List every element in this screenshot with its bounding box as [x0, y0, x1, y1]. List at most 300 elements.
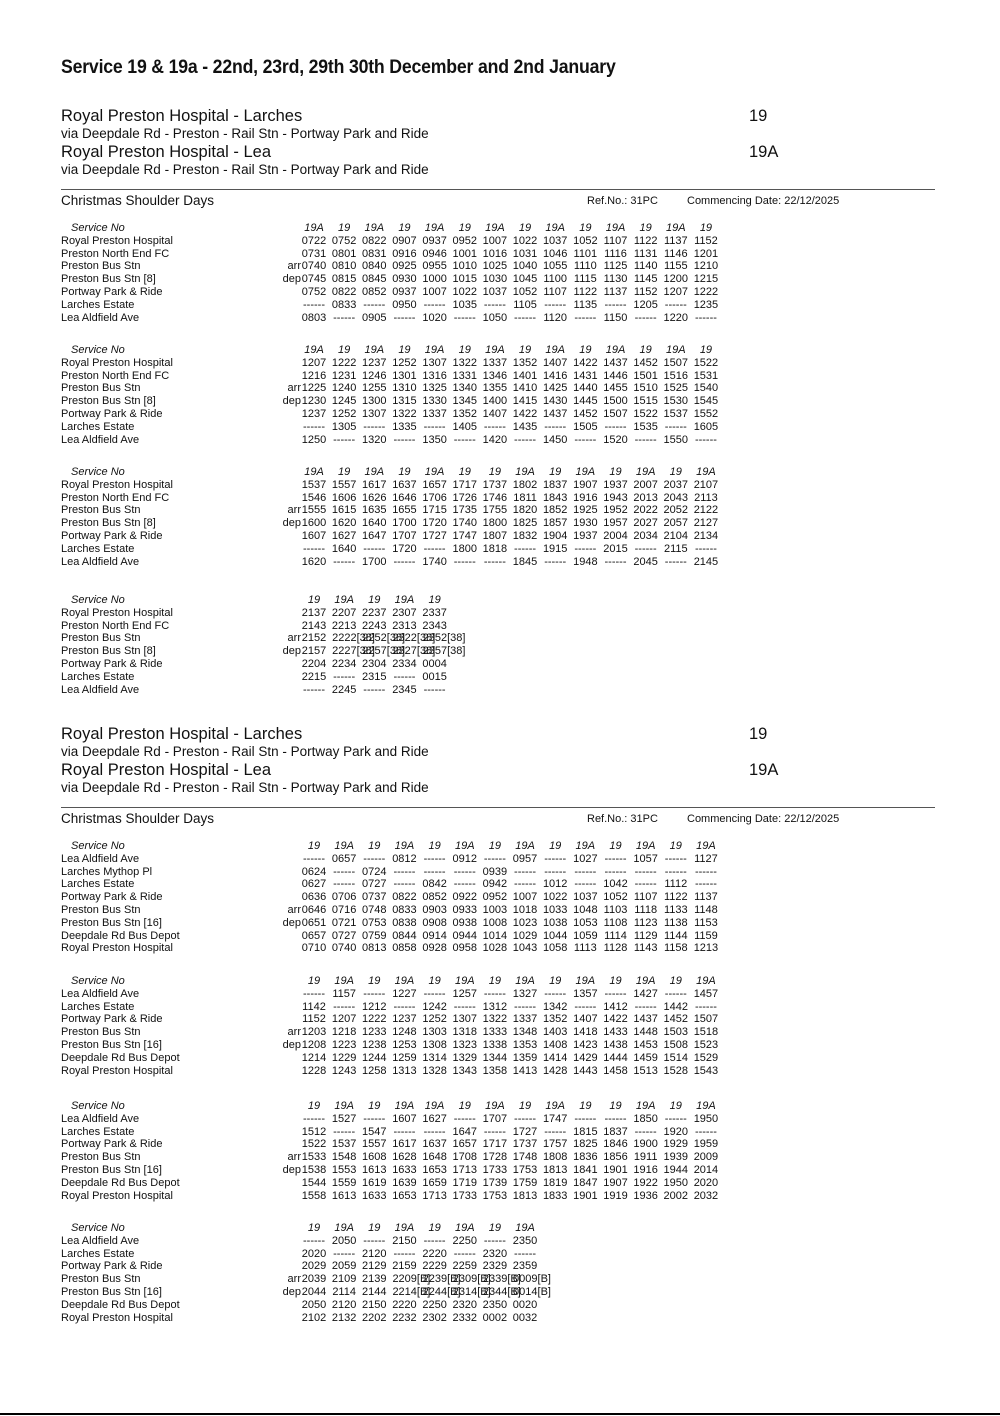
- time-cell: ------: [544, 420, 567, 433]
- service-number-cell: 19: [458, 222, 471, 234]
- time-cell: 1007: [482, 234, 508, 247]
- time-cell: 1122: [663, 891, 688, 904]
- time-cell: 1733: [482, 1163, 508, 1176]
- time-cell: 1522: [301, 1138, 327, 1151]
- service-number-cell: 19A: [394, 594, 415, 606]
- time-cell: 1512: [301, 1125, 327, 1138]
- time-cell: 1920: [663, 1125, 689, 1138]
- time-cell: 0928: [422, 942, 447, 955]
- stop-name: Larches Estate: [61, 420, 135, 433]
- time-cell: 2229: [422, 1260, 447, 1273]
- time-cell: 1440: [573, 382, 598, 395]
- time-cell: 1329: [452, 1051, 477, 1064]
- service-number-cell: 19A: [635, 1100, 656, 1112]
- time-cell: 1607: [301, 529, 327, 542]
- time-cell: 0745: [301, 273, 327, 286]
- service-number-cell: 19A: [635, 975, 656, 987]
- table-row: [61, 878, 941, 891]
- time-cell: 1250: [301, 433, 327, 446]
- time-cell: 2207: [331, 606, 357, 619]
- time-cell: 1500: [603, 395, 628, 408]
- time-cell: 2350: [482, 1298, 508, 1311]
- time-cell: 2139: [362, 1273, 387, 1286]
- service-number-cell: 19A: [605, 222, 626, 234]
- time-cell: 1040: [512, 260, 538, 273]
- time-cell: 1038: [542, 916, 568, 929]
- time-cell: 1943: [603, 491, 628, 504]
- table-row: [61, 1248, 941, 1261]
- table-row: [61, 645, 941, 658]
- time-cell: 2302: [422, 1311, 447, 1324]
- time-cell: 2234: [331, 657, 357, 670]
- time-cell: 1637: [422, 1138, 447, 1151]
- time-cell: 1628: [392, 1151, 417, 1164]
- time-cell: 2127: [693, 517, 719, 530]
- time-cell: 1400: [482, 395, 508, 408]
- time-cell: 2150: [362, 1298, 387, 1311]
- time-cell: 2237: [362, 606, 387, 619]
- time-cell: 1035: [452, 298, 477, 311]
- service-number-cell: 19: [639, 344, 652, 356]
- route-header-inbound: [61, 725, 935, 797]
- time-cell: ------: [634, 433, 657, 446]
- time-cell: 1707: [392, 529, 417, 542]
- time-cell: 1425: [542, 382, 568, 395]
- table-row: [61, 1164, 941, 1177]
- time-cell: ------: [694, 878, 717, 891]
- time-cell: 1739: [482, 1176, 508, 1189]
- time-cell: 0759: [362, 929, 387, 942]
- time-cell: 1137: [603, 285, 628, 298]
- time-cell: 1122: [633, 234, 658, 247]
- time-cell: 1811: [513, 491, 537, 504]
- time-cell: 0822: [331, 285, 357, 298]
- time-cell: 1044: [542, 929, 568, 942]
- departure-marker: dep: [282, 645, 301, 658]
- time-cell: 1713: [452, 1163, 477, 1176]
- service-number-cell: 19: [488, 975, 502, 987]
- table-row: [61, 479, 941, 492]
- time-cell: 0852: [422, 891, 447, 904]
- time-cell: 1627: [331, 529, 357, 542]
- service-number-cell: 19A: [424, 222, 445, 234]
- time-cell: ------: [303, 987, 325, 1000]
- time-cell: 1919: [603, 1189, 628, 1202]
- time-cell: 1720: [422, 517, 447, 530]
- time-cell: 0937: [392, 285, 417, 298]
- service-number-cell: 19: [398, 466, 411, 478]
- time-cell: ------: [303, 298, 325, 311]
- time-cell: 1344: [482, 1051, 508, 1064]
- time-cell: 1841: [573, 1163, 598, 1176]
- time-cell: 1112: [664, 878, 688, 891]
- arrival-marker: arr: [287, 382, 301, 395]
- time-cell: 1537: [301, 478, 327, 491]
- stop-name: Larches Estate: [61, 1247, 135, 1260]
- time-cell: 0740: [331, 942, 357, 955]
- service-no-label: Service No: [71, 222, 125, 234]
- time-cell: 2220: [392, 1298, 417, 1311]
- time-cell: 1907: [573, 478, 598, 491]
- time-cell: 1533: [301, 1151, 327, 1164]
- time-cell: ------: [514, 1000, 537, 1013]
- time-cell: ------: [333, 865, 356, 878]
- time-cell: 1640: [362, 517, 387, 530]
- service-number-cell: 19: [518, 344, 532, 356]
- time-cell: 1233: [362, 1026, 387, 1039]
- time-cell: 0710: [301, 942, 327, 955]
- time-cell: 1407: [542, 356, 568, 369]
- time-cell: 1820: [512, 504, 538, 517]
- service-number-cell: 19: [368, 975, 381, 987]
- time-cell: 1407: [482, 407, 508, 420]
- stop-name: Deepdale Rd Bus Depot: [61, 929, 180, 942]
- time-cell: 2243: [362, 619, 387, 632]
- time-cell: 0815: [331, 273, 357, 286]
- time-cell: 1948: [573, 555, 598, 568]
- stop-name: Portway Park & Ride: [61, 407, 163, 420]
- time-cell: ------: [604, 1112, 627, 1125]
- time-cell: 1423: [573, 1038, 598, 1051]
- arrival-marker: arr: [287, 903, 301, 916]
- time-cell: 1510: [633, 382, 658, 395]
- stop-name: Deepdale Rd Bus Depot: [61, 1051, 180, 1064]
- time-cell: 0803: [301, 311, 327, 324]
- service-number-cell: 19: [549, 466, 562, 478]
- time-cell: 1353: [512, 1038, 538, 1051]
- time-cell: 1114: [604, 929, 627, 942]
- time-cell: 2320: [482, 1247, 508, 1260]
- route-via: via Deepdale Rd - Preston - Rail Stn - Portway Park and Ride: [61, 744, 429, 759]
- time-cell: 1201: [693, 247, 719, 260]
- table-row: [61, 891, 941, 904]
- time-cell: 0724: [362, 865, 387, 878]
- service-number-cell: 19: [338, 222, 351, 234]
- time-cell: 1042: [603, 878, 628, 891]
- time-cell: ------: [333, 433, 356, 446]
- stop-name: Portway Park & Ride: [61, 1013, 163, 1026]
- time-cell: 1530: [663, 395, 689, 408]
- timetable-subheader: [61, 811, 935, 827]
- time-cell: 1348: [512, 1026, 538, 1039]
- time-cell: ------: [363, 420, 386, 433]
- time-cell: 1557: [362, 1138, 387, 1151]
- time-cell: 0651: [301, 916, 327, 929]
- stop-name: Preston Bus Stn [16]: [61, 1163, 162, 1176]
- time-cell: 1230: [301, 395, 327, 408]
- time-cell: 1214: [301, 1051, 327, 1064]
- time-cell: 1145: [633, 273, 658, 286]
- time-cell: 1527: [331, 1112, 357, 1125]
- time-cell: 1205: [633, 298, 658, 311]
- service-number-cell: 19A: [666, 344, 686, 356]
- time-cell: 1715: [422, 504, 447, 517]
- time-cell: 1552: [693, 407, 719, 420]
- time-cell: 1813: [542, 1163, 568, 1176]
- time-cell: 2015: [603, 542, 628, 555]
- time-cell: 2244[B]: [422, 1285, 461, 1298]
- time-cell: ------: [664, 555, 687, 568]
- time-cell: 1020: [422, 311, 447, 324]
- service-number-cell: 19A: [696, 840, 716, 852]
- service-number-cell: 19A: [696, 466, 716, 478]
- time-cell: 1310: [392, 382, 417, 395]
- table-row: [61, 1177, 941, 1190]
- time-cell: 1328: [422, 1064, 447, 1077]
- days-label: Christmas Shoulder Days: [61, 193, 215, 208]
- stop-name: Lea Aldfield Ave: [61, 433, 140, 446]
- time-cell: 2334: [392, 657, 417, 670]
- time-cell: ------: [514, 865, 537, 878]
- time-cell: 1152: [694, 234, 718, 247]
- service-number-cell: 19A: [605, 344, 626, 356]
- time-cell: 1312: [482, 1000, 508, 1013]
- time-cell: 0813: [362, 942, 387, 955]
- stop-name: Preston Bus Stn: [61, 1151, 141, 1164]
- time-cell: 1352: [542, 1013, 568, 1026]
- time-cell: 1915: [542, 542, 568, 555]
- time-cell: ------: [574, 433, 597, 446]
- stop-name: Preston North End FC: [61, 369, 170, 382]
- page-title: Service 19 & 19a - 22nd, 23rd, 29th 30th December and 2nd January: [61, 57, 616, 78]
- service-number-cell: 19A: [304, 222, 324, 234]
- time-cell: 1110: [573, 260, 597, 273]
- table-row: [61, 299, 941, 312]
- time-cell: 1900: [633, 1138, 658, 1151]
- time-cell: 2039: [301, 1273, 327, 1286]
- service-number-cell: 19A: [575, 466, 596, 478]
- time-cell: 2132: [331, 1311, 357, 1324]
- time-cell: ------: [514, 878, 537, 891]
- time-cell: 2027: [633, 517, 658, 530]
- service-number-cell: 19A: [666, 222, 686, 234]
- time-cell: 1253: [392, 1038, 417, 1051]
- time-cell: ------: [333, 670, 356, 683]
- table-row: [61, 357, 941, 370]
- departure-marker: dep: [282, 395, 301, 408]
- table-row: [61, 408, 941, 421]
- time-cell: ------: [634, 1000, 657, 1013]
- service-number-cell: 19A: [364, 222, 385, 234]
- table-row: [61, 1260, 941, 1273]
- table-row: [61, 1113, 941, 1126]
- time-cell: ------: [544, 1125, 567, 1138]
- time-cell: 1140: [633, 260, 658, 273]
- time-cell: 1215: [693, 273, 719, 286]
- table-row: [61, 942, 941, 955]
- time-cell: 1516: [663, 369, 689, 382]
- stop-name: Lea Aldfield Ave: [61, 555, 140, 568]
- service-number-cell: 19: [699, 344, 713, 356]
- timetable-block: [61, 222, 941, 324]
- table-row: [61, 517, 941, 530]
- time-cell: ------: [604, 852, 627, 865]
- table-row: [61, 1026, 941, 1039]
- time-cell: 1800: [452, 542, 477, 555]
- time-cell: ------: [574, 311, 597, 324]
- time-cell: 1528: [663, 1064, 689, 1077]
- time-cell: 1617: [392, 1138, 417, 1151]
- time-cell: 1907: [603, 1176, 628, 1189]
- time-cell: ------: [694, 542, 717, 555]
- time-cell: 1012: [542, 878, 568, 891]
- time-cell: ------: [694, 1000, 717, 1013]
- time-cell: 2137: [301, 606, 327, 619]
- commencing-date: Commencing Date: 22/12/2025: [687, 195, 840, 207]
- time-cell: 1615: [331, 504, 357, 517]
- time-cell: 0009[B]: [513, 1273, 551, 1286]
- time-cell: 2350: [512, 1234, 538, 1247]
- time-cell: 2107: [693, 478, 719, 491]
- time-cell: ------: [574, 1000, 597, 1013]
- time-cell: 0939: [482, 865, 508, 878]
- time-cell: 1018: [512, 903, 538, 916]
- time-cell: 1640: [331, 542, 357, 555]
- time-cell: 1617: [362, 478, 387, 491]
- time-cell: 2214[B]: [392, 1285, 431, 1298]
- time-cell: 1357: [573, 987, 598, 1000]
- timetable-block: [61, 466, 941, 568]
- time-cell: 2337: [422, 606, 447, 619]
- time-cell: 1412: [603, 1000, 628, 1013]
- time-cell: 1315: [392, 395, 417, 408]
- stop-name: Preston Bus Stn: [61, 504, 141, 517]
- time-cell: ------: [303, 852, 325, 865]
- time-cell: 2145: [693, 555, 719, 568]
- stop-name: Portway Park & Ride: [61, 891, 163, 904]
- time-cell: ------: [483, 1125, 506, 1138]
- time-cell: 1937: [603, 478, 628, 491]
- time-cell: 1513: [633, 1064, 658, 1077]
- time-cell: 2120: [331, 1298, 357, 1311]
- table-row: [61, 620, 941, 633]
- time-cell: 0952: [452, 234, 477, 247]
- time-cell: 1747: [452, 529, 477, 542]
- time-cell: 1308: [422, 1038, 447, 1051]
- time-cell: 1116: [604, 247, 627, 260]
- service-number-cell: 19A: [454, 840, 475, 852]
- time-cell: 1727: [422, 529, 447, 542]
- time-cell: 2232: [392, 1311, 417, 1324]
- service-number-cell: 19A: [696, 1100, 716, 1112]
- service-number-cell: 19: [609, 466, 622, 478]
- time-cell: 1413: [512, 1064, 538, 1077]
- time-cell: ------: [574, 1112, 597, 1125]
- arrival-marker: arr: [287, 260, 301, 273]
- table-row: [61, 1235, 941, 1248]
- time-cell: 1318: [452, 1026, 477, 1039]
- time-cell: 0752: [331, 234, 357, 247]
- stop-name: Preston North End FC: [61, 619, 170, 632]
- service-no-label: Service No: [71, 466, 125, 478]
- service-number-cell: 19: [368, 594, 381, 606]
- time-cell: 1728: [482, 1151, 508, 1164]
- time-cell: ------: [453, 433, 476, 446]
- time-cell: 1717: [482, 1138, 508, 1151]
- time-cell: 1016: [482, 247, 508, 260]
- time-cell: 1027: [573, 852, 598, 865]
- stop-name: Royal Preston Hospital: [61, 356, 173, 369]
- time-cell: 1244: [362, 1051, 387, 1064]
- time-cell: 2004: [603, 529, 628, 542]
- time-cell: 1737: [512, 1138, 538, 1151]
- time-cell: 1010: [452, 260, 477, 273]
- time-cell: 0032: [512, 1311, 538, 1324]
- table-row: [61, 370, 941, 383]
- service-number-cell: 19A: [334, 1222, 354, 1234]
- time-cell: 1207: [331, 1013, 357, 1026]
- time-cell: 1148: [694, 903, 718, 916]
- time-cell: 1819: [542, 1176, 568, 1189]
- service-number-cell: 19A: [454, 975, 475, 987]
- stop-name: Royal Preston Hospital: [61, 234, 173, 247]
- arrival-marker: arr: [287, 1026, 301, 1039]
- service-number-cell: 19A: [394, 840, 415, 852]
- service-number-cell: 19A: [334, 840, 354, 852]
- page-bottom-rule: [0, 1413, 1000, 1415]
- service-number-cell: 19A: [515, 840, 535, 852]
- stop-name: Preston Bus Stn: [61, 632, 141, 645]
- time-cell: 1144: [663, 929, 688, 942]
- time-cell: 1131: [633, 247, 658, 260]
- time-cell: 1659: [422, 1176, 447, 1189]
- route-name: Royal Preston Hospital - Lea: [61, 143, 272, 161]
- time-cell: 1648: [422, 1151, 447, 1164]
- time-cell: 1950: [693, 1112, 719, 1125]
- time-cell: 1345: [452, 395, 477, 408]
- time-cell: 0914: [422, 929, 447, 942]
- time-cell: ------: [333, 1125, 356, 1138]
- time-cell: 1127: [694, 852, 718, 865]
- time-cell: 1118: [634, 903, 658, 916]
- time-cell: 1422: [573, 356, 598, 369]
- time-cell: ------: [333, 1247, 356, 1260]
- time-cell: 1740: [452, 517, 477, 530]
- arrival-marker: arr: [287, 1273, 301, 1286]
- stop-name: Preston North End FC: [61, 247, 170, 260]
- time-cell: 1031: [512, 247, 538, 260]
- table-row: [61, 1299, 941, 1312]
- time-cell: 1240: [331, 382, 357, 395]
- time-cell: 1901: [603, 1163, 628, 1176]
- time-cell: 1128: [603, 942, 628, 955]
- route-name: Royal Preston Hospital - Larches: [61, 107, 303, 125]
- stop-name: Portway Park & Ride: [61, 657, 163, 670]
- time-cell: 0722: [301, 234, 327, 247]
- time-cell: 1606: [331, 491, 357, 504]
- time-cell: 0831: [362, 247, 387, 260]
- time-cell: 1748: [512, 1151, 538, 1164]
- time-cell: ------: [393, 878, 416, 891]
- time-cell: 1627: [422, 1112, 447, 1125]
- time-cell: 0925: [392, 260, 417, 273]
- time-cell: 1410: [512, 382, 538, 395]
- time-cell: 2352[38]: [422, 632, 466, 645]
- time-cell: 1847: [573, 1176, 598, 1189]
- time-cell: ------: [333, 555, 356, 568]
- service-no-label: Service No: [71, 594, 125, 606]
- service-number-cell: 19: [579, 1100, 592, 1112]
- service-number-cell: 19A: [424, 1100, 445, 1112]
- time-cell: ------: [634, 311, 657, 324]
- route-name: Royal Preston Hospital - Lea: [61, 761, 272, 779]
- time-cell: 1544: [301, 1176, 327, 1189]
- time-cell: 1944: [663, 1163, 689, 1176]
- time-cell: 1455: [603, 382, 628, 395]
- time-cell: 0646: [301, 903, 327, 916]
- time-cell: 1825: [512, 517, 538, 530]
- service-number-cell: 19A: [485, 222, 505, 234]
